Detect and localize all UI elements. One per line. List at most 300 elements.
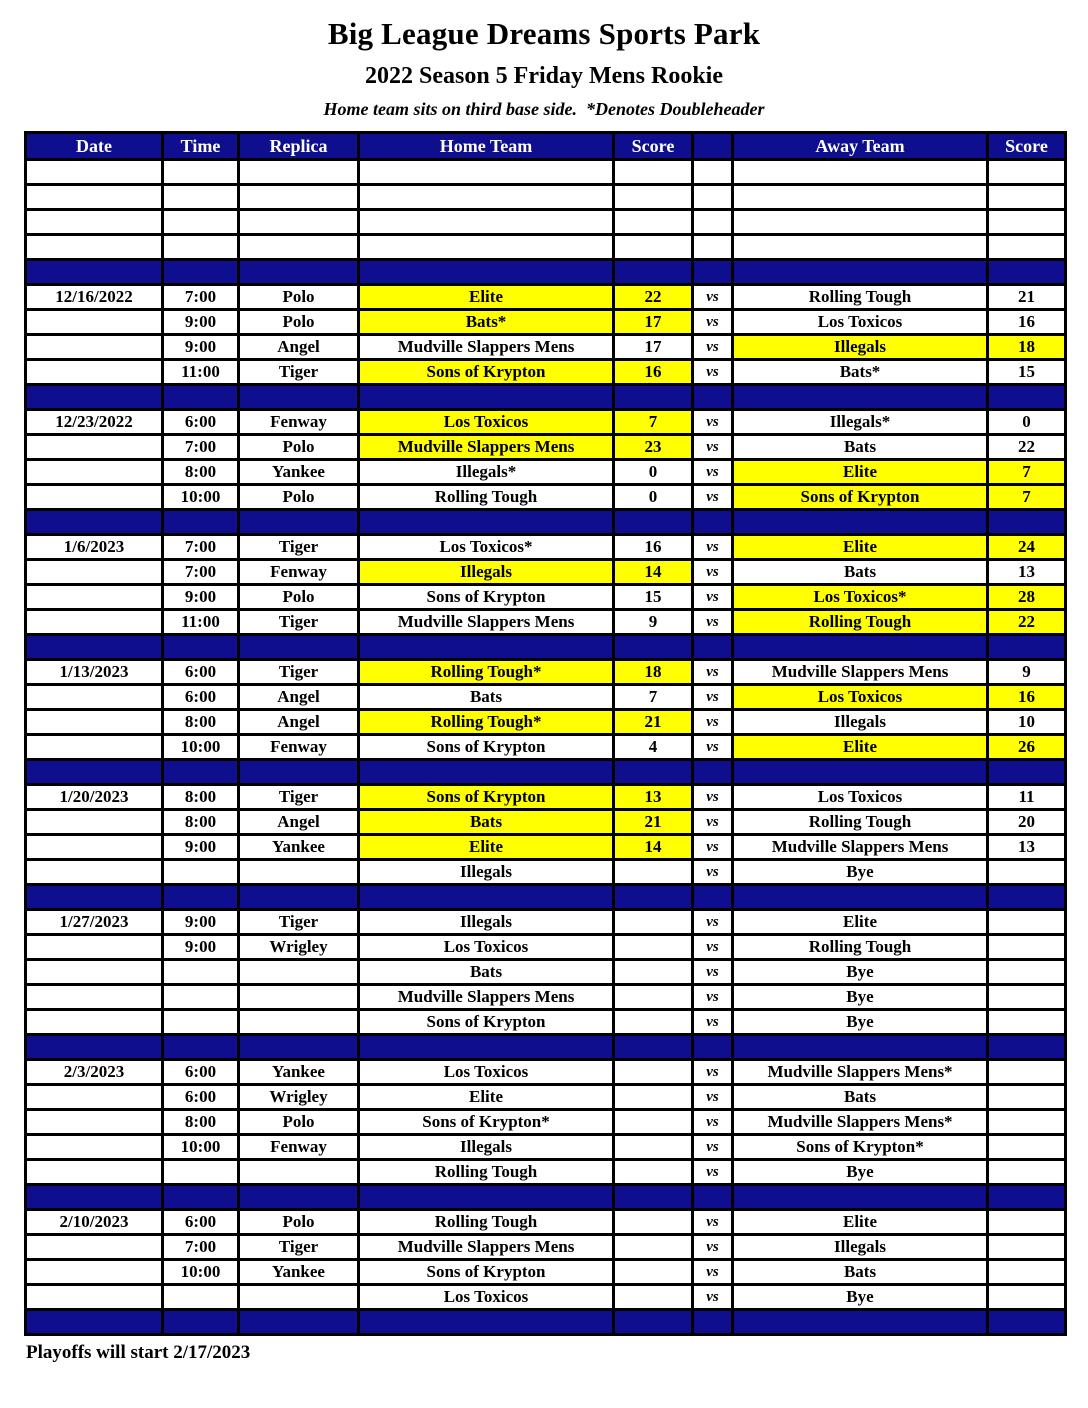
time-cell: 6:00 (163, 660, 239, 685)
separator-cell (359, 885, 614, 910)
separator-row (26, 260, 1066, 285)
vs-cell: vs (693, 785, 733, 810)
date-cell (26, 835, 163, 860)
separator-row (26, 885, 1066, 910)
vs-cell: vs (693, 285, 733, 310)
header-date: Date (26, 133, 163, 160)
home-team-cell: Rolling Tough (359, 1210, 614, 1235)
replica-cell: Angel (239, 685, 359, 710)
separator-cell (359, 385, 614, 410)
replica-cell: Tiger (239, 910, 359, 935)
home-team-cell: Elite (359, 1085, 614, 1110)
home-team-cell: Rolling Tough* (359, 710, 614, 735)
away-score-cell: 13 (988, 560, 1066, 585)
blank-cell (614, 235, 693, 260)
game-row (26, 310, 1066, 335)
separator-cell (359, 760, 614, 785)
blank-cell (239, 235, 359, 260)
replica-cell: Polo (239, 1210, 359, 1235)
schedule-body (26, 160, 1066, 1335)
away-score-cell (988, 1110, 1066, 1135)
home-score-cell: 17 (614, 310, 693, 335)
away-score-cell: 20 (988, 810, 1066, 835)
away-score-cell: 13 (988, 835, 1066, 860)
replica-cell (239, 1160, 359, 1185)
separator-cell (239, 260, 359, 285)
separator-cell (988, 510, 1066, 535)
game-row (26, 335, 1066, 360)
home-team-cell: Mudville Slappers Mens (359, 985, 614, 1010)
replica-cell: Tiger (239, 535, 359, 560)
blank-row (26, 235, 1066, 260)
date-cell (26, 1285, 163, 1310)
away-score-cell: 16 (988, 685, 1066, 710)
away-score-cell (988, 935, 1066, 960)
page-note: Home team sits on third base side. *Denotes Doubleheader (323, 99, 765, 119)
date-cell (26, 1135, 163, 1160)
blank-cell (733, 210, 988, 235)
time-cell (163, 860, 239, 885)
game-row (26, 835, 1066, 860)
home-team-cell: Sons of Krypton (359, 360, 614, 385)
separator-cell (733, 1185, 988, 1210)
vs-cell: vs (693, 1160, 733, 1185)
away-team-cell: Elite (733, 460, 988, 485)
time-cell: 8:00 (163, 460, 239, 485)
away-score-cell (988, 1060, 1066, 1085)
replica-cell: Angel (239, 810, 359, 835)
header-replica: Replica (239, 133, 359, 160)
home-score-cell: 7 (614, 410, 693, 435)
replica-cell: Polo (239, 585, 359, 610)
date-cell (26, 435, 163, 460)
game-row (26, 810, 1066, 835)
separator-cell (359, 260, 614, 285)
home-score-cell (614, 1235, 693, 1260)
separator-cell (733, 385, 988, 410)
date-cell (26, 685, 163, 710)
away-team-cell: Mudville Slappers Mens (733, 835, 988, 860)
separator-cell (163, 885, 239, 910)
game-row (26, 535, 1066, 560)
home-team-cell: Rolling Tough (359, 485, 614, 510)
date-cell (26, 610, 163, 635)
away-score-cell: 24 (988, 535, 1066, 560)
home-score-cell: 16 (614, 360, 693, 385)
home-team-cell: Sons of Krypton (359, 1260, 614, 1285)
away-team-cell: Los Toxicos (733, 310, 988, 335)
vs-cell: vs (693, 585, 733, 610)
blank-row (26, 160, 1066, 185)
game-row (26, 485, 1066, 510)
away-score-cell (988, 1160, 1066, 1185)
date-cell: 2/3/2023 (26, 1060, 163, 1085)
separator-cell (359, 1310, 614, 1335)
time-cell (163, 960, 239, 985)
away-score-cell (988, 1285, 1066, 1310)
time-cell: 10:00 (163, 1260, 239, 1285)
game-row (26, 710, 1066, 735)
away-team-cell: Bye (733, 1285, 988, 1310)
replica-cell: Fenway (239, 410, 359, 435)
home-score-cell: 21 (614, 810, 693, 835)
replica-cell: Polo (239, 285, 359, 310)
replica-cell: Polo (239, 435, 359, 460)
separator-cell (239, 1310, 359, 1335)
replica-cell: Angel (239, 335, 359, 360)
away-score-cell (988, 1210, 1066, 1235)
game-row (26, 860, 1066, 885)
home-team-cell: Rolling Tough (359, 1160, 614, 1185)
date-cell (26, 560, 163, 585)
game-row (26, 785, 1066, 810)
home-team-cell: Mudville Slappers Mens (359, 335, 614, 360)
separator-cell (163, 1035, 239, 1060)
replica-cell (239, 1285, 359, 1310)
date-cell (26, 310, 163, 335)
blank-cell (988, 160, 1066, 185)
away-score-cell: 11 (988, 785, 1066, 810)
replica-cell (239, 960, 359, 985)
away-score-cell: 9 (988, 660, 1066, 685)
separator-cell (693, 635, 733, 660)
date-cell: 1/20/2023 (26, 785, 163, 810)
separator-cell (733, 510, 988, 535)
separator-cell (988, 760, 1066, 785)
home-team-cell: Mudville Slappers Mens (359, 1235, 614, 1260)
home-score-cell (614, 1060, 693, 1085)
game-row (26, 1285, 1066, 1310)
away-team-cell: Bye (733, 960, 988, 985)
separator-cell (693, 885, 733, 910)
home-team-cell: Mudville Slappers Mens (359, 610, 614, 635)
separator-cell (163, 1310, 239, 1335)
blank-row (26, 210, 1066, 235)
date-cell: 2/10/2023 (26, 1210, 163, 1235)
home-score-cell: 13 (614, 785, 693, 810)
away-team-cell: Illegals (733, 335, 988, 360)
document-header (0, 0, 1088, 120)
replica-cell: Tiger (239, 610, 359, 635)
game-row (26, 460, 1066, 485)
vs-cell: vs (693, 810, 733, 835)
separator-cell (614, 885, 693, 910)
home-score-cell: 15 (614, 585, 693, 610)
date-cell (26, 1110, 163, 1135)
home-team-cell: Elite (359, 835, 614, 860)
separator-cell (239, 510, 359, 535)
date-cell: 1/13/2023 (26, 660, 163, 685)
separator-cell (988, 260, 1066, 285)
away-team-cell: Los Toxicos (733, 685, 988, 710)
schedule-table (24, 131, 1067, 1336)
time-cell (163, 1160, 239, 1185)
blank-cell (988, 210, 1066, 235)
blank-cell (693, 160, 733, 185)
blank-cell (359, 210, 614, 235)
vs-cell: vs (693, 685, 733, 710)
blank-cell (239, 160, 359, 185)
away-score-cell: 10 (988, 710, 1066, 735)
home-score-cell (614, 935, 693, 960)
home-team-cell: Sons of Krypton (359, 735, 614, 760)
game-row (26, 610, 1066, 635)
away-team-cell: Elite (733, 910, 988, 935)
time-cell: 7:00 (163, 285, 239, 310)
away-team-cell: Sons of Krypton (733, 485, 988, 510)
home-team-cell: Elite (359, 285, 614, 310)
blank-cell (693, 210, 733, 235)
time-cell: 8:00 (163, 1110, 239, 1135)
date-cell (26, 1160, 163, 1185)
date-cell (26, 485, 163, 510)
replica-cell: Wrigley (239, 935, 359, 960)
game-row (26, 1060, 1066, 1085)
away-team-cell: Bats (733, 560, 988, 585)
replica-cell: Fenway (239, 1135, 359, 1160)
separator-cell (733, 885, 988, 910)
time-cell: 9:00 (163, 835, 239, 860)
home-team-cell: Illegals (359, 910, 614, 935)
separator-cell (239, 635, 359, 660)
vs-cell: vs (693, 735, 733, 760)
separator-cell (239, 885, 359, 910)
vs-cell: vs (693, 1235, 733, 1260)
separator-cell (733, 1035, 988, 1060)
home-score-cell: 17 (614, 335, 693, 360)
home-score-cell: 22 (614, 285, 693, 310)
away-score-cell (988, 985, 1066, 1010)
game-row (26, 1010, 1066, 1035)
separator-cell (693, 1035, 733, 1060)
separator-cell (163, 1185, 239, 1210)
vs-cell: vs (693, 435, 733, 460)
away-team-cell: Illegals (733, 710, 988, 735)
blank-cell (26, 185, 163, 210)
time-cell: 7:00 (163, 560, 239, 585)
separator-cell (614, 1035, 693, 1060)
home-score-cell (614, 860, 693, 885)
separator-cell (693, 260, 733, 285)
separator-cell (26, 1310, 163, 1335)
separator-cell (988, 1310, 1066, 1335)
away-team-cell: Rolling Tough (733, 810, 988, 835)
home-team-cell: Illegals (359, 860, 614, 885)
replica-cell: Yankee (239, 1060, 359, 1085)
separator-cell (988, 1185, 1066, 1210)
vs-cell: vs (693, 660, 733, 685)
away-score-cell (988, 1260, 1066, 1285)
date-cell: 1/6/2023 (26, 535, 163, 560)
away-score-cell (988, 910, 1066, 935)
replica-cell: Tiger (239, 660, 359, 685)
game-row (26, 1110, 1066, 1135)
home-score-cell: 7 (614, 685, 693, 710)
home-team-cell: Los Toxicos* (359, 535, 614, 560)
home-score-cell: 14 (614, 835, 693, 860)
vs-cell: vs (693, 1285, 733, 1310)
vs-cell: vs (693, 360, 733, 385)
away-score-cell: 26 (988, 735, 1066, 760)
vs-cell: vs (693, 835, 733, 860)
away-score-cell: 7 (988, 485, 1066, 510)
time-cell: 11:00 (163, 360, 239, 385)
game-row (26, 435, 1066, 460)
home-team-cell: Mudville Slappers Mens (359, 435, 614, 460)
blank-cell (693, 235, 733, 260)
blank-cell (733, 235, 988, 260)
date-cell (26, 360, 163, 385)
away-team-cell: Mudville Slappers Mens* (733, 1060, 988, 1085)
separator-cell (988, 635, 1066, 660)
vs-cell: vs (693, 1010, 733, 1035)
blank-cell (163, 160, 239, 185)
home-team-cell: Los Toxicos (359, 410, 614, 435)
date-cell (26, 1085, 163, 1110)
time-cell: 8:00 (163, 710, 239, 735)
away-team-cell: Rolling Tough (733, 285, 988, 310)
blank-cell (733, 185, 988, 210)
game-row (26, 735, 1066, 760)
game-row (26, 1210, 1066, 1235)
game-row (26, 685, 1066, 710)
game-row (26, 285, 1066, 310)
away-score-cell: 15 (988, 360, 1066, 385)
header-row (26, 133, 1066, 160)
separator-cell (614, 760, 693, 785)
date-cell (26, 960, 163, 985)
away-score-cell: 0 (988, 410, 1066, 435)
footer-note: Playoffs will start 2/17/2023 (26, 1342, 251, 1363)
separator-cell (988, 385, 1066, 410)
separator-cell (359, 635, 614, 660)
home-score-cell: 4 (614, 735, 693, 760)
blank-cell (239, 185, 359, 210)
time-cell: 10:00 (163, 1135, 239, 1160)
separator-cell (693, 1185, 733, 1210)
home-team-cell: Illegals (359, 560, 614, 585)
separator-cell (614, 510, 693, 535)
home-team-cell: Rolling Tough* (359, 660, 614, 685)
time-cell: 11:00 (163, 610, 239, 635)
vs-cell: vs (693, 335, 733, 360)
replica-cell (239, 1010, 359, 1035)
header-home-score: Score (614, 133, 693, 160)
replica-cell: Yankee (239, 835, 359, 860)
separator-cell (614, 635, 693, 660)
vs-cell: vs (693, 560, 733, 585)
separator-cell (239, 1185, 359, 1210)
blank-cell (614, 160, 693, 185)
separator-row (26, 1035, 1066, 1060)
home-team-cell: Sons of Krypton (359, 585, 614, 610)
replica-cell: Polo (239, 485, 359, 510)
vs-cell: vs (693, 485, 733, 510)
replica-cell: Angel (239, 710, 359, 735)
separator-cell (26, 1185, 163, 1210)
separator-cell (26, 1035, 163, 1060)
separator-cell (163, 760, 239, 785)
home-score-cell (614, 1210, 693, 1235)
away-score-cell: 18 (988, 335, 1066, 360)
home-score-cell: 21 (614, 710, 693, 735)
time-cell: 9:00 (163, 335, 239, 360)
replica-cell: Tiger (239, 1235, 359, 1260)
separator-cell (733, 635, 988, 660)
time-cell: 7:00 (163, 435, 239, 460)
date-cell (26, 1260, 163, 1285)
away-team-cell: Los Toxicos (733, 785, 988, 810)
time-cell: 10:00 (163, 735, 239, 760)
away-team-cell: Elite (733, 1210, 988, 1235)
header-vs-spacer (693, 133, 733, 160)
separator-row (26, 1185, 1066, 1210)
vs-cell: vs (693, 1210, 733, 1235)
away-score-cell (988, 1010, 1066, 1035)
away-team-cell: Rolling Tough (733, 610, 988, 635)
home-team-cell: Bats (359, 810, 614, 835)
replica-cell: Fenway (239, 560, 359, 585)
header-time: Time (163, 133, 239, 160)
time-cell: 8:00 (163, 810, 239, 835)
vs-cell: vs (693, 985, 733, 1010)
vs-cell: vs (693, 1260, 733, 1285)
replica-cell (239, 860, 359, 885)
separator-cell (239, 1035, 359, 1060)
replica-cell: Tiger (239, 360, 359, 385)
away-team-cell: Illegals (733, 1235, 988, 1260)
separator-cell (359, 510, 614, 535)
separator-cell (693, 1310, 733, 1335)
blank-cell (359, 185, 614, 210)
blank-cell (26, 235, 163, 260)
separator-cell (163, 510, 239, 535)
away-score-cell (988, 1235, 1066, 1260)
game-row (26, 410, 1066, 435)
date-cell (26, 585, 163, 610)
time-cell: 6:00 (163, 685, 239, 710)
time-cell: 6:00 (163, 410, 239, 435)
game-row (26, 1260, 1066, 1285)
blank-cell (163, 185, 239, 210)
separator-cell (733, 1310, 988, 1335)
home-team-cell: Bats* (359, 310, 614, 335)
separator-cell (733, 260, 988, 285)
separator-cell (693, 760, 733, 785)
time-cell: 7:00 (163, 535, 239, 560)
separator-cell (26, 885, 163, 910)
vs-cell: vs (693, 310, 733, 335)
date-cell: 12/23/2022 (26, 410, 163, 435)
blank-cell (733, 160, 988, 185)
replica-cell: Yankee (239, 1260, 359, 1285)
separator-row (26, 385, 1066, 410)
game-row (26, 1235, 1066, 1260)
separator-cell (163, 260, 239, 285)
header-home-team: Home Team (359, 133, 614, 160)
away-score-cell: 7 (988, 460, 1066, 485)
vs-cell: vs (693, 410, 733, 435)
game-row (26, 1160, 1066, 1185)
separator-cell (614, 260, 693, 285)
blank-cell (359, 160, 614, 185)
time-cell: 7:00 (163, 1235, 239, 1260)
game-row (26, 1085, 1066, 1110)
time-cell: 9:00 (163, 910, 239, 935)
date-cell (26, 810, 163, 835)
game-row (26, 660, 1066, 685)
separator-cell (26, 385, 163, 410)
